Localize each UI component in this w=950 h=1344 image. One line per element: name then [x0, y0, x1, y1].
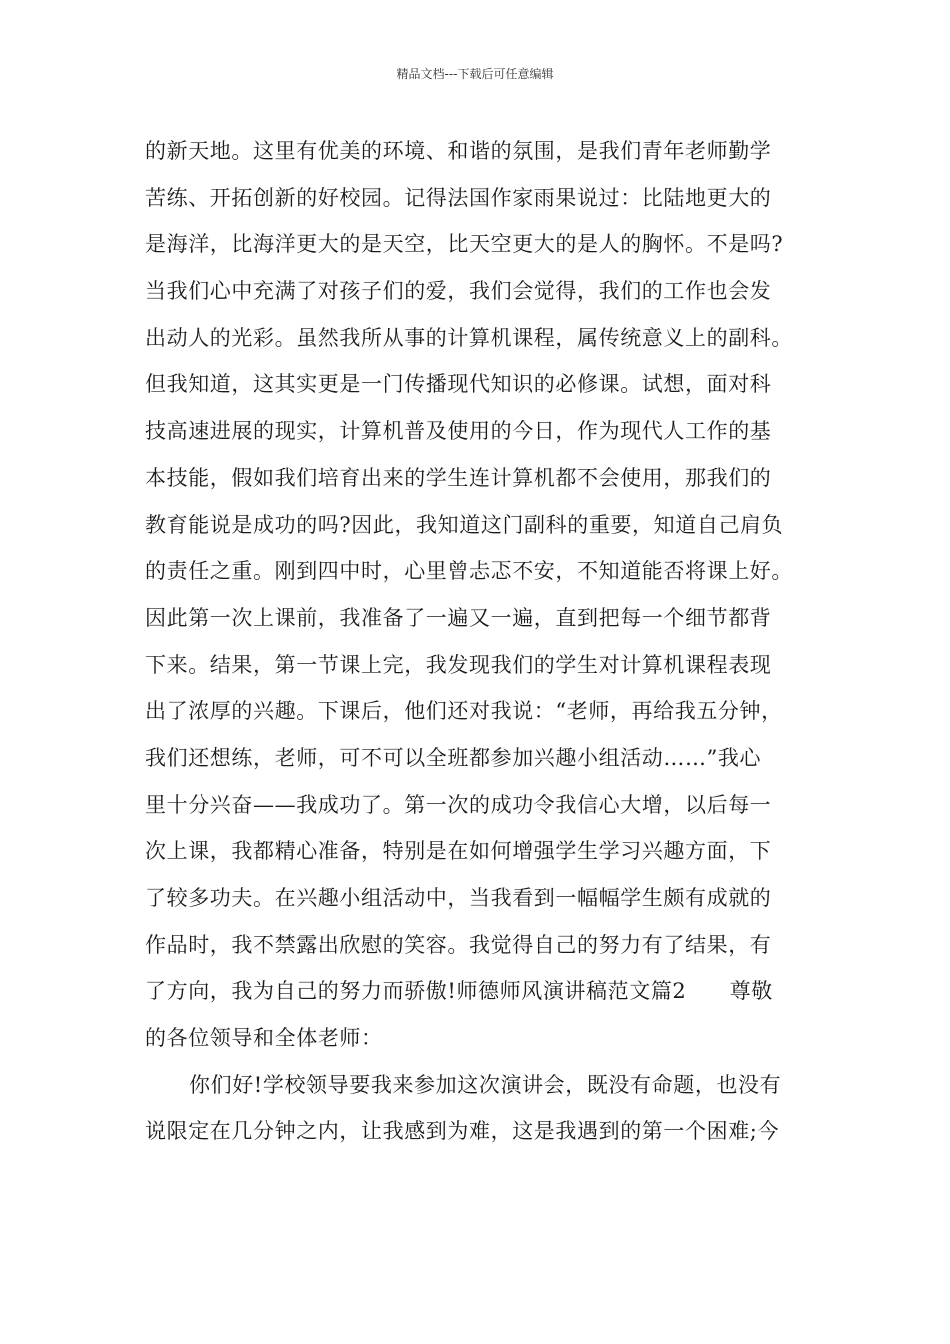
text-line: 本技能，假如我们培育出来的学生连计算机都不会使用，那我们的: [145, 465, 772, 490]
text-line: 技高速进展的现实，计算机普及使用的今日，作为现代人工作的基: [145, 419, 772, 444]
text-line: 你们好!学校领导要我来参加这次演讲会，既没有命题，也没有: [189, 1072, 782, 1097]
text-line: 教育能说是成功的吗?因此，我知道这门副科的重要，知道自己肩负: [145, 512, 784, 537]
page-header: 精品文档---下载后可任意编辑: [396, 67, 554, 81]
text-line: 是海洋，比海洋更大的是天空，比天空更大的是人的胸怀。不是吗?: [145, 232, 784, 257]
text-line: 苦练、开拓创新的好校园。记得法国作家雨果说过：比陆地更大的: [145, 185, 772, 210]
text-line: 出动人的光彩。虽然我所从事的计算机课程，属传统意义上的副科。: [145, 325, 793, 350]
text-line: 出了浓厚的兴趣。下课后，他们还对我说：“老师，再给我五分钟，: [145, 699, 783, 724]
text-line: 因此第一次上课前，我准备了一遍又一遍，直到把每一个细节都背: [145, 605, 772, 630]
text-line: 下来。结果，第一节课上完，我发现我们的学生对计算机课程表现: [145, 652, 772, 677]
text-line: 的各位领导和全体老师：: [145, 1026, 383, 1051]
text-line: 我们还想练，老师，可不可以全班都参加兴趣小组活动……”我心: [145, 745, 762, 770]
document-body: [145, 128, 810, 1155]
text-line: 了方向，我为自己的努力而骄傲!师德师风演讲稿范文篇2 尊敬: [145, 979, 773, 1004]
text-line: 次上课，我都精心准备，特别是在如何增强学生学习兴趣方面，下: [145, 839, 772, 864]
text-line: 说限定在几分钟之内，让我感到为难，这是我遇到的第一个困难;今: [145, 1119, 780, 1144]
text-line: 的新天地。这里有优美的环境、和谐的氛围，是我们青年老师勤学: [145, 139, 772, 163]
text-line: 了较多功夫。在兴趣小组活动中，当我看到一幅幅学生颇有成就的: [145, 886, 772, 910]
text-line: 作品时，我不禁露出欣慰的笑容。我觉得自己的努力有了结果，有: [145, 932, 772, 957]
text-line: 里十分兴奋——我成功了。第一次的成功令我信心大增，以后每一: [145, 792, 772, 817]
text-line: 的责任之重。刚到四中时，心里曾忐忑不安，不知道能否将课上好。: [145, 559, 793, 584]
text-line: 但我知道，这其实更是一门传播现代知识的必修课。试想，面对科: [145, 372, 772, 397]
text-line: 当我们心中充满了对孩子们的爱，我们会觉得，我们的工作也会发: [145, 279, 772, 304]
